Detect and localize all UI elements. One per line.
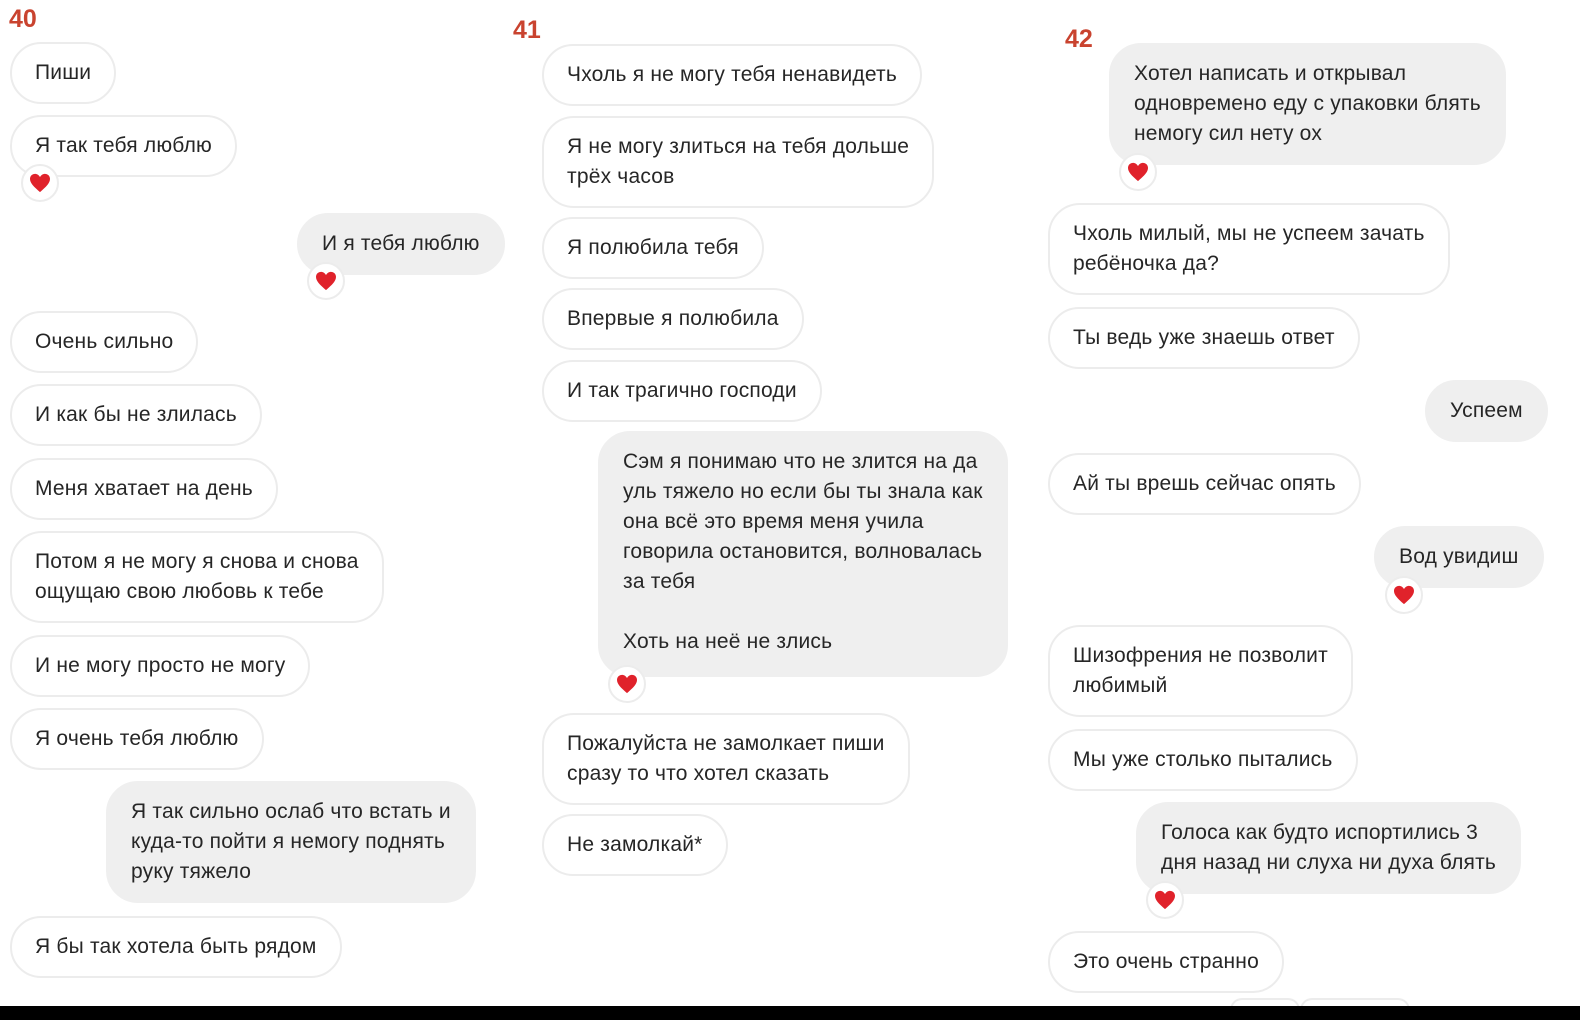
message-incoming[interactable]: Чхоль я не могу тебя ненавидеть: [542, 44, 922, 106]
message-incoming[interactable]: Шизофрения не позволит любимый: [1048, 625, 1353, 717]
message-outgoing[interactable]: Я так сильно ослаб что встать и куда-то пойти я немогу поднять руку тяжело: [106, 781, 476, 903]
message-incoming[interactable]: Очень сильно: [10, 311, 198, 373]
heart-icon: [616, 674, 638, 694]
message-incoming[interactable]: Потом я не могу я снова и снова ощущаю свою любовь к тебе: [10, 531, 384, 623]
heart-icon: [1393, 585, 1415, 605]
message-incoming[interactable]: Меня хватает на день: [10, 458, 278, 520]
page-number-42: 42: [1065, 25, 1093, 53]
message-incoming[interactable]: Ты ведь уже знаешь ответ: [1048, 307, 1360, 369]
message-incoming[interactable]: Я так тебя люблю: [10, 115, 237, 177]
message-outgoing[interactable]: Успеем: [1425, 380, 1548, 442]
message-outgoing[interactable]: Вод увидиш: [1374, 526, 1544, 588]
heart-reaction: [307, 262, 345, 300]
message-incoming[interactable]: И так трагично господи: [542, 360, 822, 422]
message-incoming[interactable]: Впервые я полюбила: [542, 288, 804, 350]
message-outgoing[interactable]: Хотел написать и открывал одновремено еду с упаковки блять немогу сил нету ох: [1109, 43, 1506, 165]
page-number-41: 41: [513, 16, 541, 44]
heart-reaction: [608, 665, 646, 703]
heart-reaction: [21, 164, 59, 202]
heart-icon: [29, 173, 51, 193]
message-incoming[interactable]: Я бы так хотела быть рядом: [10, 916, 342, 978]
message-incoming[interactable]: Пиши: [10, 42, 116, 104]
message-incoming[interactable]: Я полюбила тебя: [542, 217, 764, 279]
heart-reaction: [1146, 881, 1184, 919]
heart-icon: [1154, 890, 1176, 910]
page-number-40: 40: [9, 5, 37, 33]
message-incoming[interactable]: И не могу просто не могу: [10, 635, 310, 697]
message-incoming[interactable]: И как бы не злилась: [10, 384, 262, 446]
bottom-edge-bar: [0, 1006, 1580, 1020]
message-outgoing[interactable]: Сэм я понимаю что не злится на да уль тяжело но если бы ты знала как она всё это время меня учила говорила остановится, волновалась за тебя Хоть на неё не злись: [598, 431, 1008, 677]
message-incoming[interactable]: Мы уже столько пытались: [1048, 729, 1358, 791]
message-outgoing[interactable]: Голоса как будто испортились 3 дня назад ни слуха ни духа блять: [1136, 802, 1521, 894]
message-incoming[interactable]: Пожалуйста не замолкает пиши сразу то что хотел сказать: [542, 713, 910, 805]
message-incoming[interactable]: Ай ты врешь сейчас опять: [1048, 453, 1361, 515]
message-incoming[interactable]: Это очень странно: [1048, 931, 1284, 993]
heart-icon: [1127, 162, 1149, 182]
message-incoming[interactable]: Чхоль милый, мы не успеем зачать ребёночка да?: [1048, 203, 1450, 295]
message-incoming[interactable]: Я очень тебя люблю: [10, 708, 264, 770]
message-incoming[interactable]: Я не могу злиться на тебя дольше трёх часов: [542, 116, 934, 208]
message-incoming[interactable]: Не замолкай*: [542, 814, 728, 876]
heart-reaction: [1385, 576, 1423, 614]
message-outgoing[interactable]: И я тебя люблю: [297, 213, 505, 275]
heart-reaction: [1119, 153, 1157, 191]
heart-icon: [315, 271, 337, 291]
